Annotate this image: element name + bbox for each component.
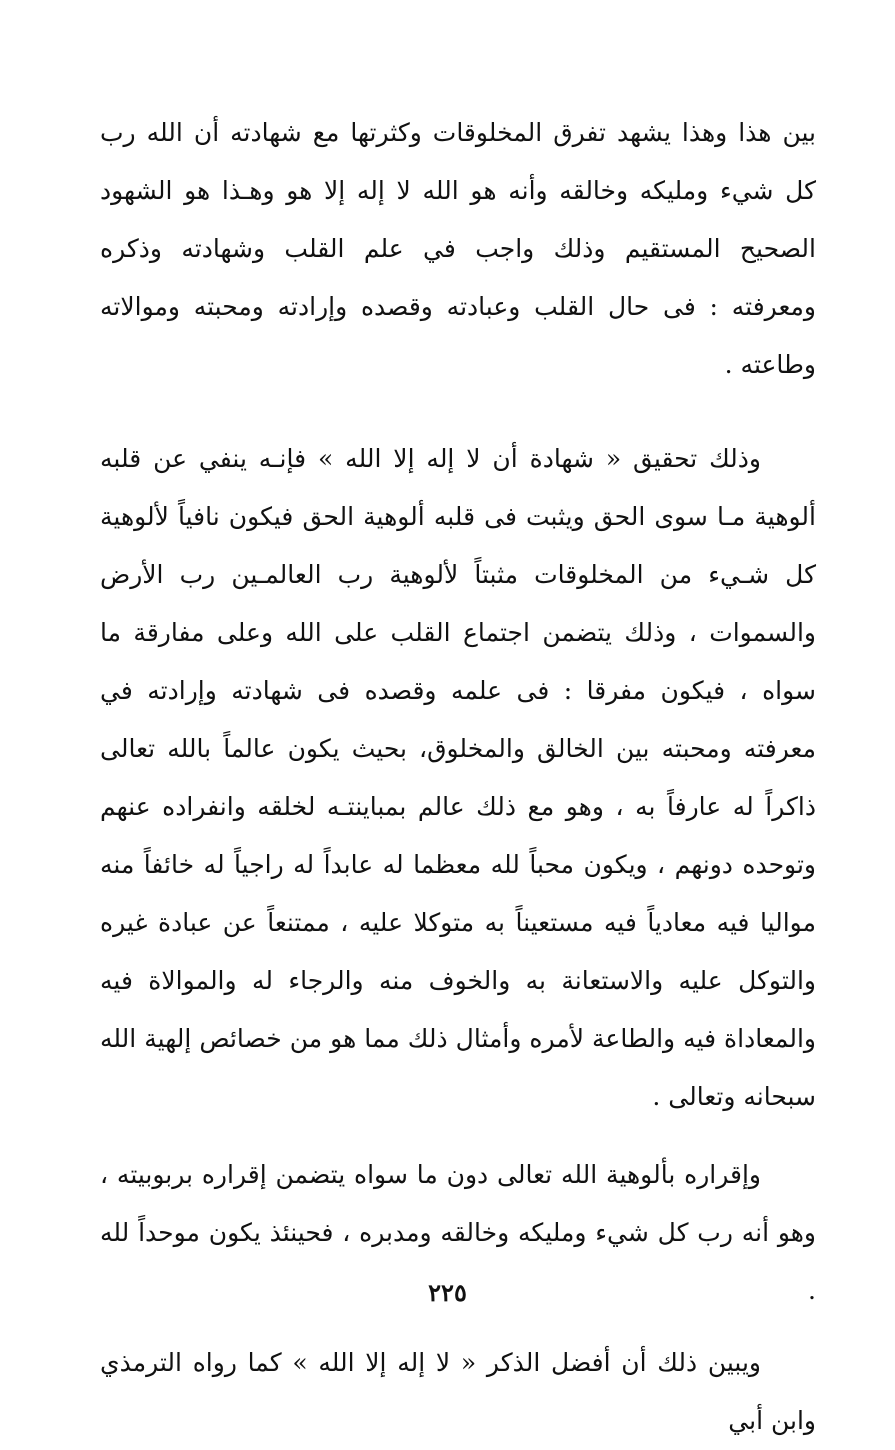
paragraph-2: وذلك تحقيق « شهادة أن لا إله إلا الله » فإنـه ينفي عن قلبه ألوهية مـا سوى الحق ويثبت فى قلبه ألوهية الحق فيكون نافياً لألوهية كل شـيء من المخلوقات مثبتاً لألوهية رب العالمـين رب الأرض والسموات ، وذلك يتضمن اجتماع القلب على الله وعلى مفارقة ما سواه ، فيكون مفرقا : فى علمه وقصده فى شهادته وإرادته في معرفته ومحبته بين الخالق والمخلوق، بحيث يكون عالماً بالله تعالى ذاكراً له عارفاً به ، وهو مع ذلك عالم بمباينتـه لخلقه وانفراده عنهم وتوحده دونهم ، ويكون محباً لله معظما له عابداً له راجياً له خائفاً منه مواليا فيه معادياً فيه مستعيناً به متوكلا عليه ، ممتنعاً عن عبادة غيره والتوكل عليه والاستعانة به والخوف منه والرجاء له والموالاة فيه والمعاداة فيه والطاعة لأمره وأمثال ذلك مما هو من خصائص إلهية الله سبحانه وتعالى . <box>100 444 816 1111</box>
page-number: ٢٢٥ <box>428 1278 467 1307</box>
paragraph-1: بين هذا وهذا يشهد تفرق المخلوقات وكثرتها مع شهادته أن الله رب كل شيء ومليكه وخالقه وأنه هو الله لا إله إلا هو وهـذا هو الشهود الصحيح المستقيم وذلك واجب في علم القلب وشهادته وذكره ومعرفته : فى حال القلب وعبادته وقصده وإرادته ومحبته وموالاته وطاعته . <box>100 118 816 379</box>
page-text-body <box>100 104 816 1450</box>
paragraph-4: ويبين ذلك أن أفضل الذكر « لا إله إلا الله » كما رواه الترمذي وابن أبي <box>100 1348 816 1435</box>
paragraph-3: وإقراره بألوهية الله تعالى دون ما سواه يتضمن إقراره بربوبيته ، وهو أنه رب كل شيء ومليكه وخالقه ومدبره ، فحينئذ يكون موحداً لله . <box>100 1160 816 1305</box>
